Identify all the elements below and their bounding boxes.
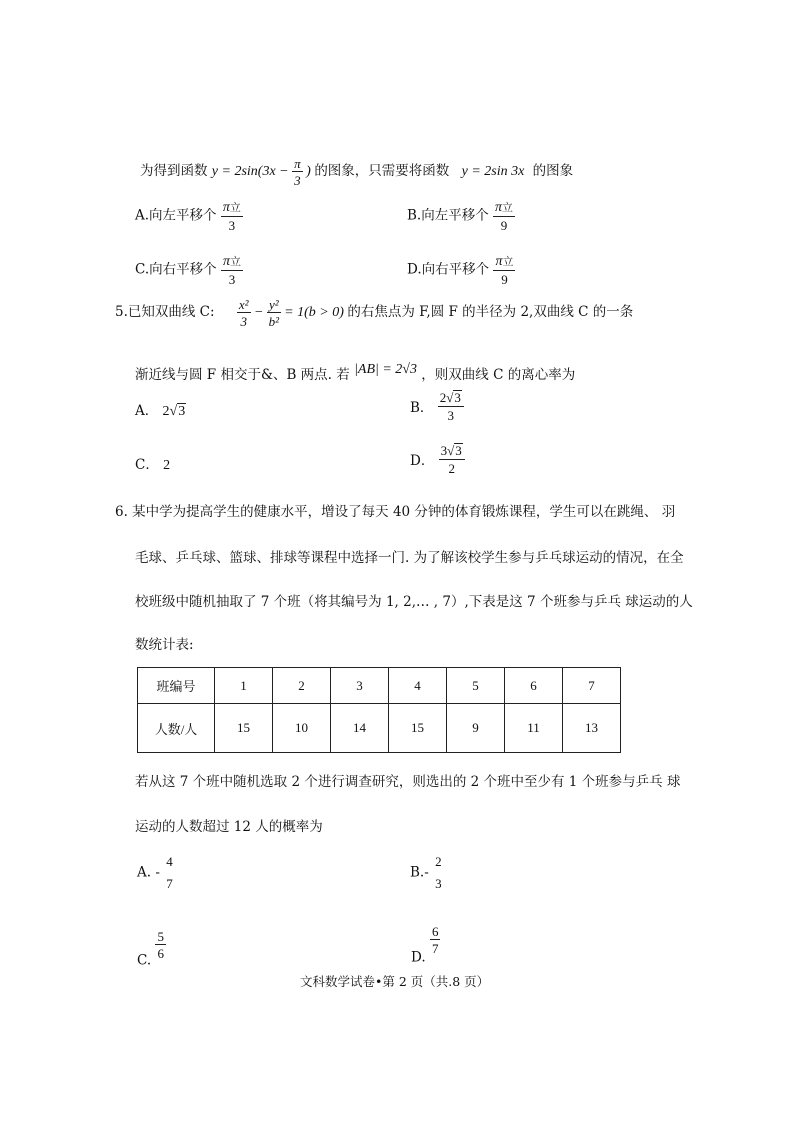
q4-stem-a: 为得到函数 [140, 163, 208, 180]
q4-option-b: B.向左平移个 $\frac{\text{π立}}{9}$ [407, 200, 514, 233]
q6-after-line1: 若从这 7 个班中随机选取 2 个进行调查研究，则选出的 2 个班中至少有 1 个班参与乒乓 球 [135, 774, 681, 790]
q4-option-d: D.向右平移个 $\frac{\text{π立}}{9}$ [407, 254, 514, 287]
q5-line1 [115, 298, 633, 328]
q5-option-a: A． 2√3 [135, 403, 186, 419]
table-cell: 15 [215, 704, 273, 753]
q6-line3: 校班级中随机抽取了 7 个班（将其编号为 1, 2,… , 7）,下表是这 7 个班参与乒乓 球运动的人 [135, 594, 693, 610]
table-cell: 7 [563, 668, 621, 704]
q5-option-d: D． $\frac{3√3}{2}$ [410, 443, 465, 475]
table-header-class-number: 班编号 [138, 668, 215, 704]
q5-line1-tail: 的右焦点为 F,圆 F 的半径为 2,双曲线 C 的一条 [347, 304, 634, 321]
table-cell: 3 [331, 668, 389, 704]
table-row [138, 668, 621, 704]
table-header-people-count: 人数/人 [138, 704, 215, 753]
q5-option-c: C． 2 [135, 457, 171, 473]
q4-stem-b: 的图象，只需要将函数 [314, 163, 450, 180]
q6-line2: 毛球、乒乓球、篮球、排球等课程中选择一门. 为了解该校学生参与乒乓球运动的情况，在全 [135, 550, 684, 566]
class-stats-table [137, 667, 621, 753]
q4-stem [140, 157, 573, 187]
table-cell: 4 [389, 668, 447, 704]
table-cell: 6 [505, 668, 563, 704]
q6-after-line2: 运动的人数超过 12 人的概率为 [135, 819, 323, 835]
table-cell: 15 [389, 704, 447, 753]
q5-line2: 渐近线与圆 F 相交于&、B 两点. 若 |AB| = 2√3 ，则双曲线 C 的离心率为 [135, 362, 576, 383]
q4-func2: y = 2sin 3x [461, 164, 525, 180]
table-row [138, 704, 621, 753]
q6-line1: 6. 某中学为提高学生的健康水平，增设了每天 40 分钟的体育锻炼课程，学生可以在跳绳、 羽 [115, 504, 676, 520]
page-footer: 文科数学试卷•第 2 页（共.8 页） [300, 974, 490, 989]
table-cell: 9 [447, 704, 505, 753]
q6-option-b: B.- 2 3 [410, 854, 442, 891]
q6-option-c: C. $\frac{5}{6}$ [137, 929, 164, 969]
q5-option-b: B． $\frac{2√3}{3}$ [410, 390, 464, 422]
q4-func1: y = 2sin(3x − $\frac{\pi}{3}$ ) [211, 156, 311, 188]
q5-equation: $\frac{\text{x²}}{3}$ − $\frac{\text{y²}}{\text{b²}}$ = 1(b > 0) [238, 297, 344, 329]
table-cell: 14 [331, 704, 389, 753]
q6-line4: 数统计表: [135, 637, 194, 653]
table-cell: 11 [505, 704, 563, 753]
q4-option-c: C.向右平移个 $\frac{\text{π立}}{3}$ [135, 254, 241, 287]
q5-ab-expression: |AB| = 2√3 [354, 362, 417, 377]
table-cell: 10 [273, 704, 331, 753]
q6-option-d: D. $\frac{6}{7}$ [411, 924, 439, 966]
table-cell: 1 [215, 668, 273, 704]
table-cell: 5 [447, 668, 505, 704]
q6-option-a: A. - 4 7 [137, 854, 173, 891]
q4-stem-c: 的图象 [532, 163, 574, 180]
q4-option-a: A.向左平移个 $\frac{\text{π立}}{3}$ [135, 200, 241, 233]
table-cell: 13 [563, 704, 621, 753]
q5-prefix: 5.已知双曲线 C: [115, 304, 215, 321]
table-cell: 2 [273, 668, 331, 704]
